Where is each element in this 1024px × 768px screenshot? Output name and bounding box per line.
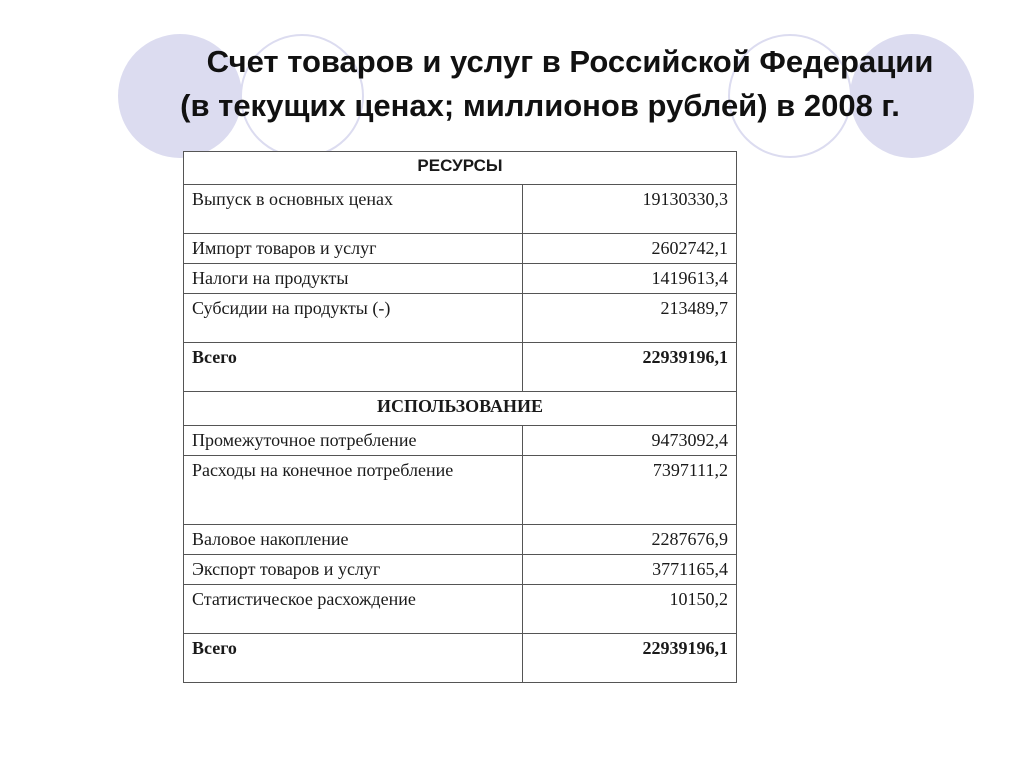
row-value: 7397111,2 bbox=[523, 456, 737, 525]
goods-services-account-table bbox=[183, 151, 737, 683]
row-label: Валовое накопление bbox=[184, 525, 523, 555]
table-row bbox=[184, 555, 737, 585]
row-value: 2602742,1 bbox=[523, 234, 737, 264]
total-label: Всего bbox=[184, 343, 523, 392]
table-row bbox=[184, 234, 737, 264]
resources-header-row bbox=[184, 152, 737, 185]
total-label: Всего bbox=[184, 634, 523, 683]
slide-title bbox=[100, 40, 980, 128]
table-row bbox=[184, 585, 737, 634]
uses-header-row bbox=[184, 392, 737, 426]
table-row bbox=[184, 426, 737, 456]
table-row bbox=[184, 294, 737, 343]
table-row bbox=[184, 456, 737, 525]
title-line-2: (в текущих ценах; миллионов рублей) в 2008 г. bbox=[180, 88, 900, 123]
row-label: Промежуточное потребление bbox=[184, 426, 523, 456]
row-value: 9473092,4 bbox=[523, 426, 737, 456]
row-value: 213489,7 bbox=[523, 294, 737, 343]
total-value: 22939196,1 bbox=[523, 634, 737, 683]
row-label: Импорт товаров и услуг bbox=[184, 234, 523, 264]
row-value: 19130330,3 bbox=[523, 185, 737, 234]
resources-total-row bbox=[184, 343, 737, 392]
title-line-1: Счет товаров и услуг в Российской Федерации bbox=[206, 44, 934, 79]
row-value: 1419613,4 bbox=[523, 264, 737, 294]
uses-header: ИСПОЛЬЗОВАНИЕ bbox=[184, 392, 737, 426]
resources-header: РЕСУРСЫ bbox=[184, 152, 737, 185]
row-value: 10150,2 bbox=[523, 585, 737, 634]
total-value: 22939196,1 bbox=[523, 343, 737, 392]
table-row bbox=[184, 264, 737, 294]
table-row bbox=[184, 185, 737, 234]
uses-total-row bbox=[184, 634, 737, 683]
row-label: Налоги на продукты bbox=[184, 264, 523, 294]
row-label: Экспорт товаров и услуг bbox=[184, 555, 523, 585]
row-value: 3771165,4 bbox=[523, 555, 737, 585]
row-label: Выпуск в основных ценах bbox=[184, 185, 523, 234]
row-label: Субсидии на продукты (-) bbox=[184, 294, 523, 343]
table-row bbox=[184, 525, 737, 555]
row-label: Статистическое расхождение bbox=[184, 585, 523, 634]
row-value: 2287676,9 bbox=[523, 525, 737, 555]
row-label: Расходы на конечное потребление bbox=[184, 456, 523, 525]
